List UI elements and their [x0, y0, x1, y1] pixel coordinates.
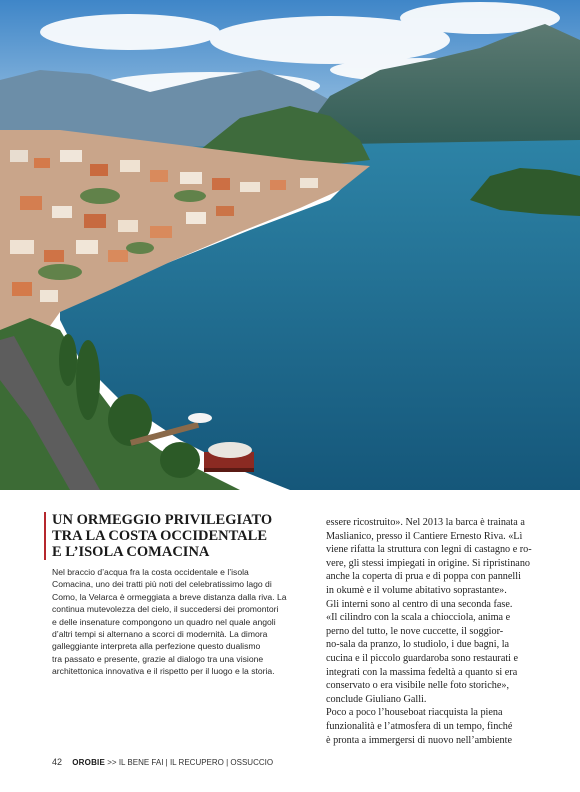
body-line: integrati con la massima fedeltà a quanto si era: [326, 666, 518, 678]
body-paragraph: [326, 706, 530, 747]
body-paragraph: [326, 516, 530, 598]
photo-caption: [52, 566, 302, 678]
caption-column: [52, 512, 302, 678]
caption-line: e delle insenature compongono un quadro nel quale angoli: [52, 616, 276, 627]
body-line: Gli interni sono al centro di una seconda fase.: [326, 598, 513, 610]
headline-line: UN ORMEGGIO PRIVILEGIATO: [52, 512, 273, 528]
body-line: no-sala da pranzo, lo studiolo, i due bagni, la: [326, 639, 510, 651]
body-line: cucina e il piccolo guardaroba sono restaurati e: [326, 652, 519, 664]
body-line: anche la coperta di prua e di poppa con pannelli: [326, 571, 521, 583]
caption-line: d’altri tempi si alternano a scorci di modernità. La dimora: [52, 629, 268, 640]
moored-boat: [188, 413, 212, 423]
caption-line: galleggiante interpreta alla perfezione questo dualismo: [52, 641, 261, 652]
caption-line: Nel braccio d’acqua fra la costa occidentale e l’isola: [52, 567, 249, 577]
body-line: Poco a poco l’houseboat riacquista la piena: [326, 707, 503, 719]
caption-line: architettonica innovativa e il rispetto per il luogo e la storia.: [52, 666, 275, 677]
body-line: perno del tutto, le nove cuccette, il soggior-: [326, 625, 504, 637]
body-paragraph: [326, 598, 530, 707]
body-line: Maslianico, presso il Cantiere Ernesto Riva. «Lì: [326, 530, 523, 542]
caption-line: Comacina, uno dei tratti più noti del celebratissimo lago di: [52, 579, 272, 590]
headline-line: TRA LA COSTA OCCIDENTALE: [52, 528, 268, 544]
body-line: è pronta a immergersi di nuovo nell’ambiente: [326, 734, 512, 746]
caption-line: Como, la Velarca è ormeggiata a breve distanza dalla riva. La: [52, 591, 287, 602]
body-line: vere, gli stessi impiegati in origine. Si ripristinano: [326, 557, 531, 569]
body-line: essere ricostruito». Nel 2013 la barca è trainata a: [326, 517, 525, 528]
headline-block: [44, 512, 302, 560]
page-number: 42: [52, 757, 63, 767]
page-footer: [52, 757, 273, 767]
body-line: conservato o era visibile nelle foto storiche»,: [326, 680, 510, 692]
body-line: conclude Giuliano Galli.: [326, 693, 427, 705]
caption-line: continua mutevolezza del cielo, il succedersi dei promontori: [52, 604, 279, 615]
article-headline: [52, 512, 302, 560]
caption-line: tra passato e presente, grazie al dialogo tra una visione: [52, 653, 264, 664]
body-line: viene rifatta la struttura con legni di castagno e ro-: [326, 544, 532, 556]
body-line: «Il cilindro con la scala a chiocciola, anima e: [326, 612, 511, 624]
headline-line: E L’ISOLA COMACINA: [52, 544, 210, 560]
section-path: >> IL BENE FAI | IL RECUPERO | OSSUCCIO: [107, 758, 274, 767]
body-line: in okumè e il volume abitativo soprastante».: [326, 584, 507, 596]
body-line: funzionalità e l’atmosfera di un tempo, finché: [326, 720, 513, 732]
body-column: [326, 516, 530, 747]
houseboat: [204, 442, 254, 472]
magazine-brand: OROBIE: [72, 758, 106, 767]
